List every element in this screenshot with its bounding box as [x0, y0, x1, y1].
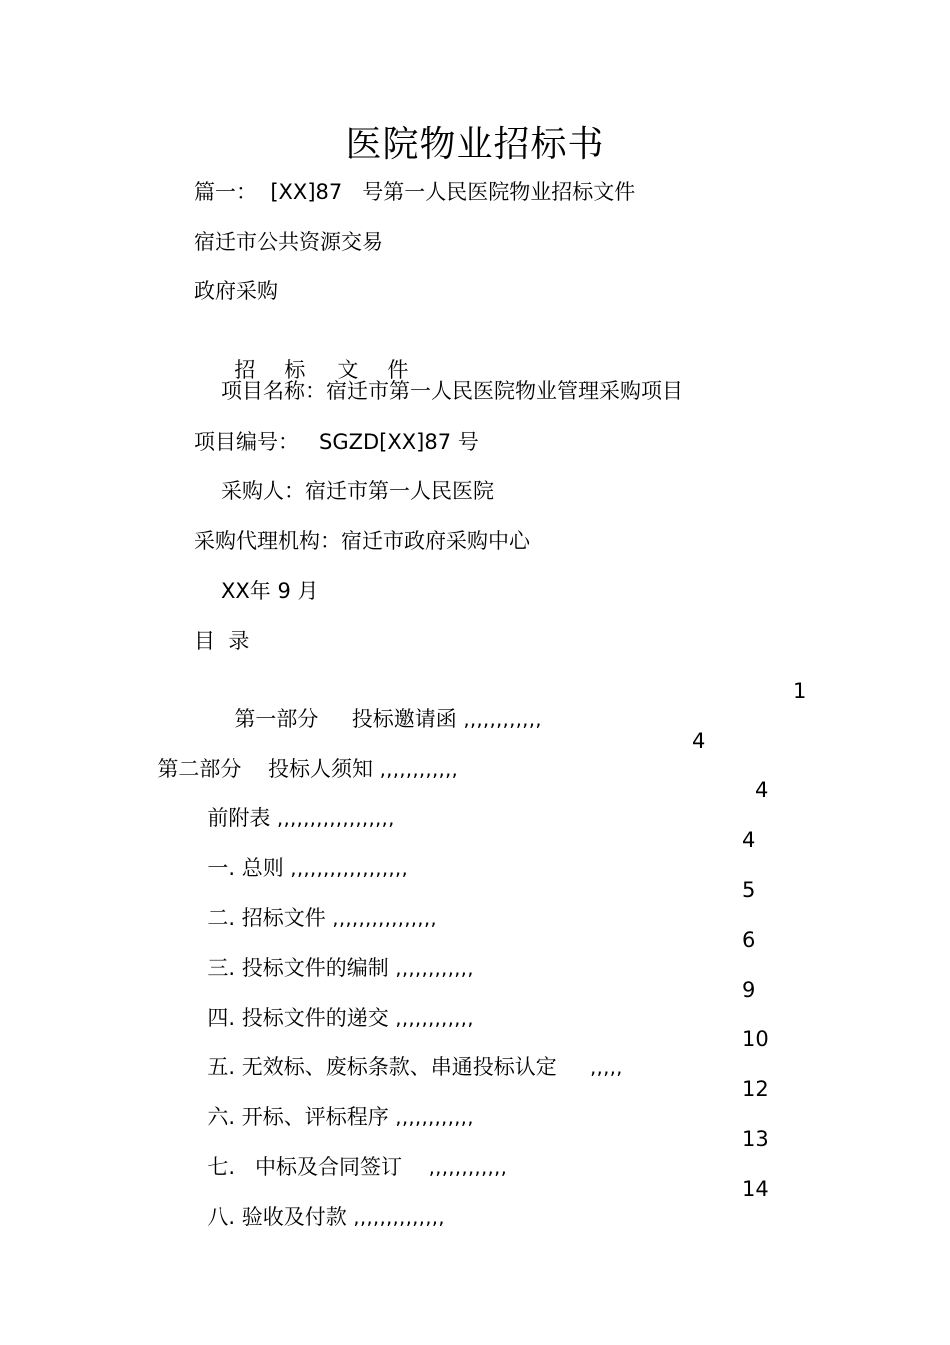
toc-entry — [194, 826, 408, 883]
toc-heading: 目 录 — [194, 629, 250, 653]
toc-entry-label: 五. 无效标、废标条款、串通投标认定 — [207, 1055, 557, 1079]
doc-type-char: 文 — [337, 358, 359, 382]
toc-entry — [221, 677, 542, 734]
toc-entry-leader: ,,,,,,,,,,,,,,,,,, — [277, 808, 395, 830]
toc-entry-page: 5 — [742, 878, 756, 902]
toc-entry-page: 9 — [742, 978, 756, 1002]
toc-entry — [194, 776, 395, 833]
doc-type-char: 标 — [284, 358, 306, 382]
toc-entry — [194, 1025, 623, 1082]
toc-entry-label: 二. 招标文件 — [207, 906, 326, 930]
org-line-2: 政府采购 — [194, 279, 278, 303]
toc-entry-leader: ,,,,,,,,,,,, — [395, 1008, 474, 1030]
toc-entry-page: 4 — [742, 828, 756, 852]
toc-entry-page: 14 — [742, 1177, 769, 1201]
toc-entry-label: 前附表 — [207, 806, 271, 830]
toc-entry-leader: ,,,,,,,,,,,, — [379, 759, 459, 781]
toc-entry-leader: ,,,,,,,,,,,,,,,,,, — [290, 858, 409, 880]
doc-type-char: 招 — [234, 358, 256, 382]
toc-entry-leader: ,,,,,,,,,,,, — [428, 1157, 508, 1179]
toc-entry-leader: ,,,,,,,,,,,, — [395, 1107, 474, 1129]
project-name: 项目名称：宿迁市第一人民医院物业管理采购项目 — [221, 379, 683, 403]
org-line-1: 宿迁市公共资源交易 — [194, 230, 383, 254]
toc-entry-leader: ,,,,,,,,,,,,,, — [353, 1207, 445, 1229]
toc-entry-page: 4 — [692, 729, 706, 753]
toc-entry-leader: ,,,,, — [590, 1057, 623, 1079]
toc-entry-page: 1 — [793, 679, 807, 703]
document-title: 医院物业招标书 — [345, 124, 605, 165]
toc-entry — [194, 1075, 474, 1132]
toc-entry-page: 13 — [742, 1127, 769, 1151]
toc-entry-page: 12 — [742, 1077, 769, 1101]
chapter-line: 篇一： [XX]87 号第一人民医院物业招标文件 — [194, 180, 636, 204]
toc-entry-page: 6 — [742, 928, 756, 952]
toc-entry — [194, 926, 474, 983]
toc-entry — [194, 876, 437, 933]
toc-entry-label: 七. 中标及合同签订 — [207, 1155, 403, 1179]
toc-entry-label: 四. 投标文件的递交 — [207, 1006, 389, 1030]
toc-entry-leader: ,,,,,,,,,,,, — [395, 958, 474, 980]
purchaser: 采购人：宿迁市第一人民医院 — [221, 479, 494, 503]
toc-entry-leader: ,,,,,,,,,,,, — [463, 709, 542, 731]
doc-type-heading — [221, 328, 408, 384]
toc-entry-label: 三. 投标文件的编制 — [207, 956, 389, 980]
document-date: XX年 9 月 — [221, 579, 319, 603]
toc-entry — [194, 1175, 445, 1232]
toc-entry-label: 八. 验收及付款 — [207, 1205, 347, 1229]
toc-entry-label: 第二部分 投标人须知 — [157, 757, 374, 781]
toc-entry-leader: ,,,,,,,,,,,,,,,, — [332, 908, 438, 930]
toc-entry — [194, 1125, 507, 1182]
toc-entry-label: 第一部分 投标邀请函 — [234, 707, 457, 731]
toc-entry-label: 一. 总则 — [207, 856, 284, 880]
toc-entry-page: 10 — [742, 1027, 769, 1051]
toc-entry-label: 六. 开标、评标程序 — [207, 1105, 389, 1129]
doc-type-char: 件 — [387, 358, 409, 382]
agency: 采购代理机构：宿迁市政府采购中心 — [194, 529, 530, 553]
project-code: 项目编号： SGZD[XX]87 号 — [194, 430, 479, 454]
toc-entry-page: 4 — [755, 778, 769, 802]
